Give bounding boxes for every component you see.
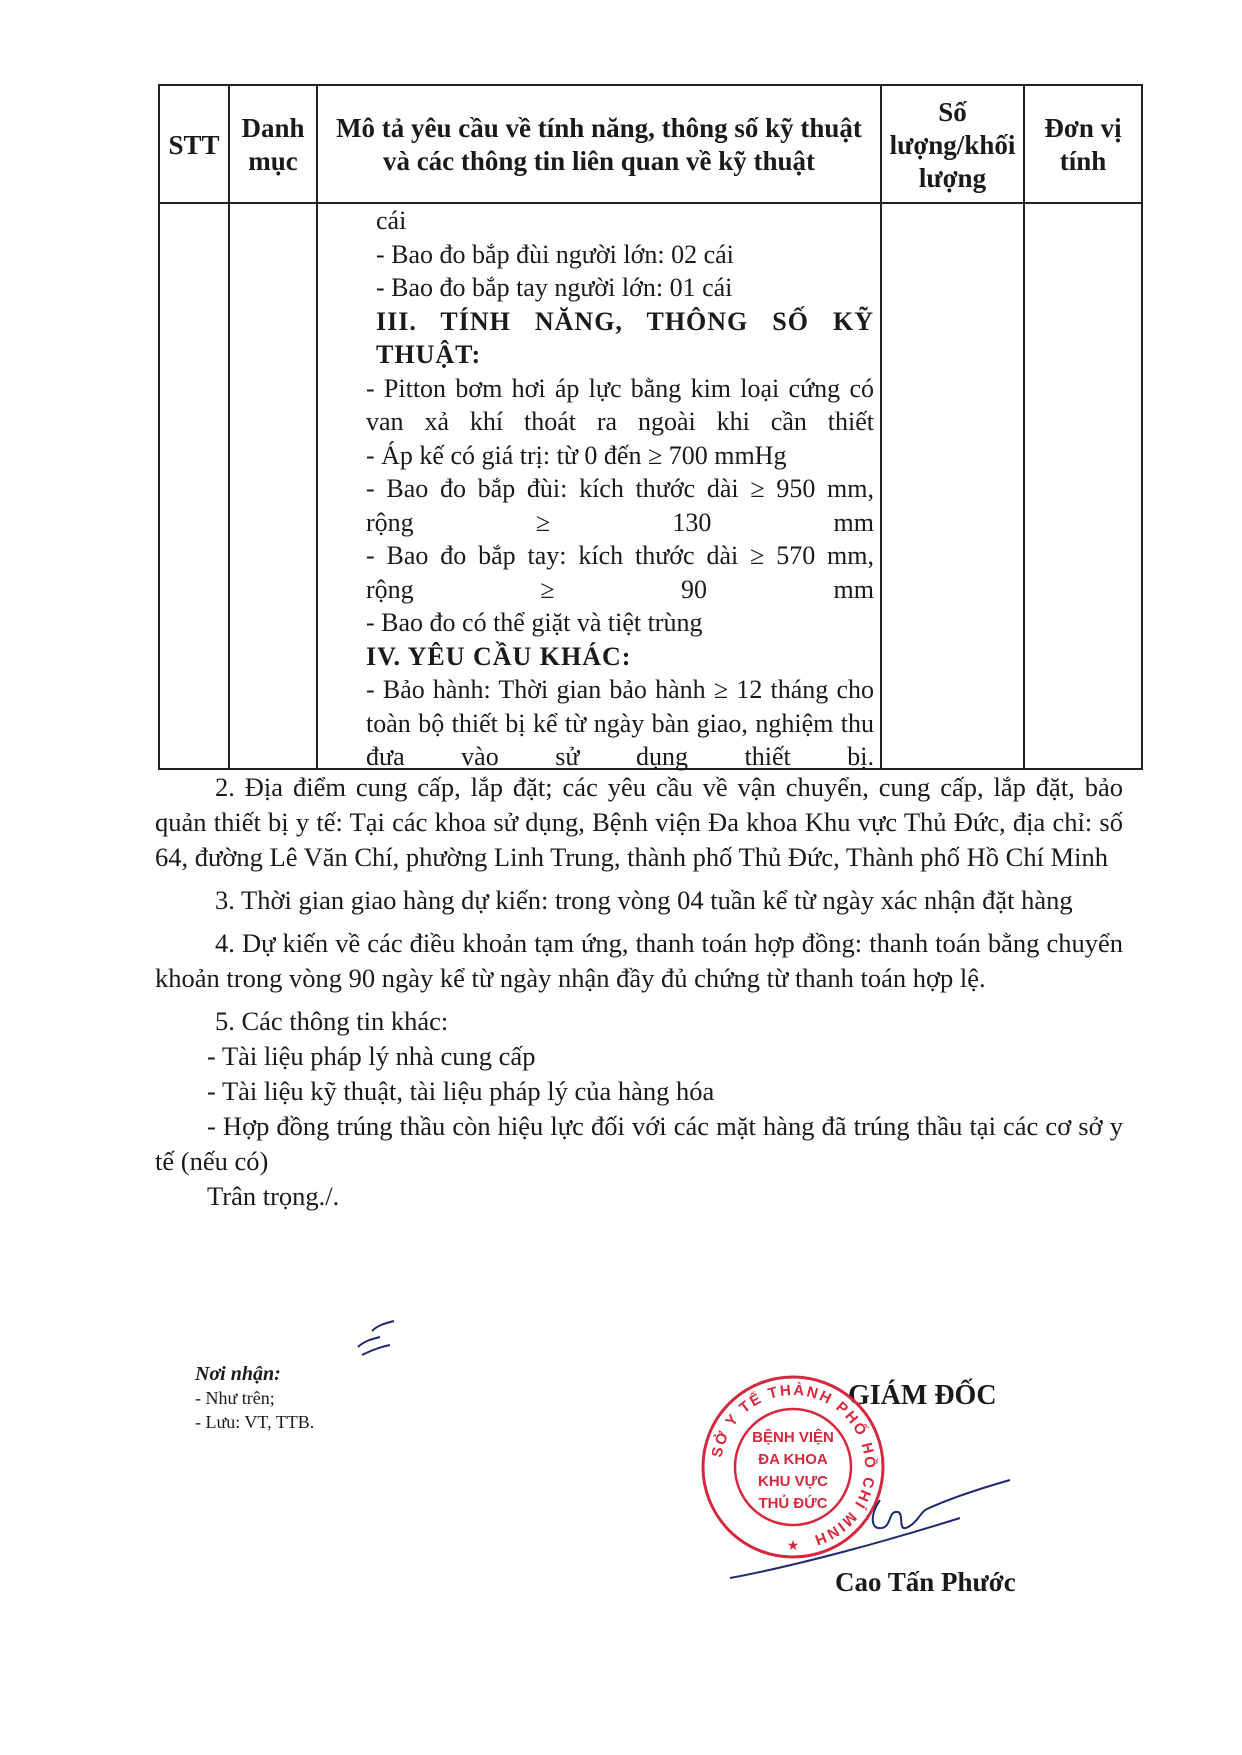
closing-line: Trân trọng./.	[207, 1181, 340, 1211]
description-cell	[350, 204, 880, 774]
spec-table	[158, 84, 1143, 770]
description-line: - Bao đo có thể giặt và tiệt trùng	[366, 608, 703, 637]
recipients-heading: Nơi nhận:	[195, 1363, 281, 1385]
recipient-line: - Lưu: VT, TTB.	[195, 1412, 315, 1432]
svg-text:★: ★	[786, 1539, 800, 1554]
description-line: - Bao đo bắp đùi: kích thước dài ≥ 950 mm, rộng ≥ 130 mm	[366, 474, 874, 537]
paragraph-payment-terms: 4. Dự kiến về các điều khoản tạm ứng, thanh toán hợp đồng: thanh toán bằng chuyển khoản trong vòng 90 ngày kể từ ngày nhận đầy đủ chứng từ thanh toán hợp lệ.	[155, 928, 1123, 993]
header-description: Mô tả yêu cầu về tính năng, thông số kỹ thuật và các thông tin liên quan về kỹ thuật	[336, 113, 862, 176]
description-line: - Áp kế có giá trị: từ 0 đến ≥ 700 mmHg	[366, 440, 787, 470]
svg-text:BỆNH VIỆN: BỆNH VIỆN	[752, 1429, 834, 1446]
paragraph-other-info: 5. Các thông tin khác:	[215, 1006, 449, 1036]
description-line: - Bao đo bắp tay người lớn: 01 cái	[376, 273, 733, 302]
description-line: cái	[376, 206, 407, 235]
description-line: - Bao đo bắp đùi người lớn: 02 cái	[376, 239, 734, 269]
list-item: - Tài liệu kỹ thuật, tài liệu pháp lý của hàng hóa	[207, 1076, 715, 1106]
svg-text:ĐA KHOA: ĐA KHOA	[758, 1451, 828, 1468]
header-category: Danh mục	[241, 113, 305, 176]
description-line: - Bao đo bắp tay: kích thước dài ≥ 570 mm, rộng ≥ 90 mm	[366, 541, 874, 604]
paragraph-delivery-time: 3. Thời gian giao hàng dự kiến: trong vòng 04 tuần kể từ ngày xác nhận đặt hàng	[215, 885, 1073, 915]
section-heading-iii: III. TÍNH NĂNG, THÔNG SỐ KỸ THUẬT:	[376, 306, 874, 369]
header-stt: STT	[168, 129, 220, 160]
header-unit: Đơn vị tính	[1044, 113, 1122, 176]
recipient-line: - Như trên;	[195, 1388, 275, 1408]
list-item: - Tài liệu pháp lý nhà cung cấp	[207, 1041, 536, 1071]
paragraph-delivery-location: 2. Địa điểm cung cấp, lắp đặt; các yêu cầu về vận chuyển, cung cấp, lắp đặt, bảo quản thiết bị y tế: Tại các khoa sử dụng, Bệnh viện Đa khoa Khu vực Thủ Đức, địa chỉ: số 64, đường Lê Văn Chí, phường Linh Trung, thành phố Thủ Đức, Thành phố Hồ Chí Minh	[155, 772, 1123, 872]
header-quantity: Số lượng/khối lượng	[889, 96, 1016, 193]
svg-text:SỞ Y TẾ THÀNH PHỐ HỒ CHÍ MINH: SỞ Y TẾ THÀNH PHỐ HỒ CHÍ MINH	[708, 1381, 879, 1549]
svg-text:THỦ ĐỨC: THỦ ĐỨC	[758, 1495, 828, 1512]
svg-text:KHU VỰC: KHU VỰC	[758, 1473, 828, 1490]
description-line: - Pitton bơm hơi áp lực bằng kim loại cứng có van xả khí thoát ra ngoài khi cần thiết	[366, 373, 874, 436]
recipients-block	[195, 1362, 314, 1434]
section-heading-iv: IV. YÊU CẦU KHÁC:	[366, 641, 632, 671]
letter-body	[155, 770, 1123, 1214]
signer-name: Cao Tấn Phước	[835, 1567, 1016, 1597]
description-line: - Bảo hành: Thời gian bảo hành ≥ 12 tháng cho toàn bộ thiết bị kể từ ngày bàn giao, nghiệm thu đưa vào sử dụng thiết bị.	[366, 675, 874, 771]
handwritten-initial-icon	[350, 1315, 400, 1360]
signer-title: GIÁM ĐỐC	[848, 1380, 997, 1411]
list-item: - Hợp đồng trúng thầu còn hiệu lực đối với các mặt hàng đã trúng thầu tại các cơ sở y tế (nếu có)	[155, 1111, 1123, 1176]
